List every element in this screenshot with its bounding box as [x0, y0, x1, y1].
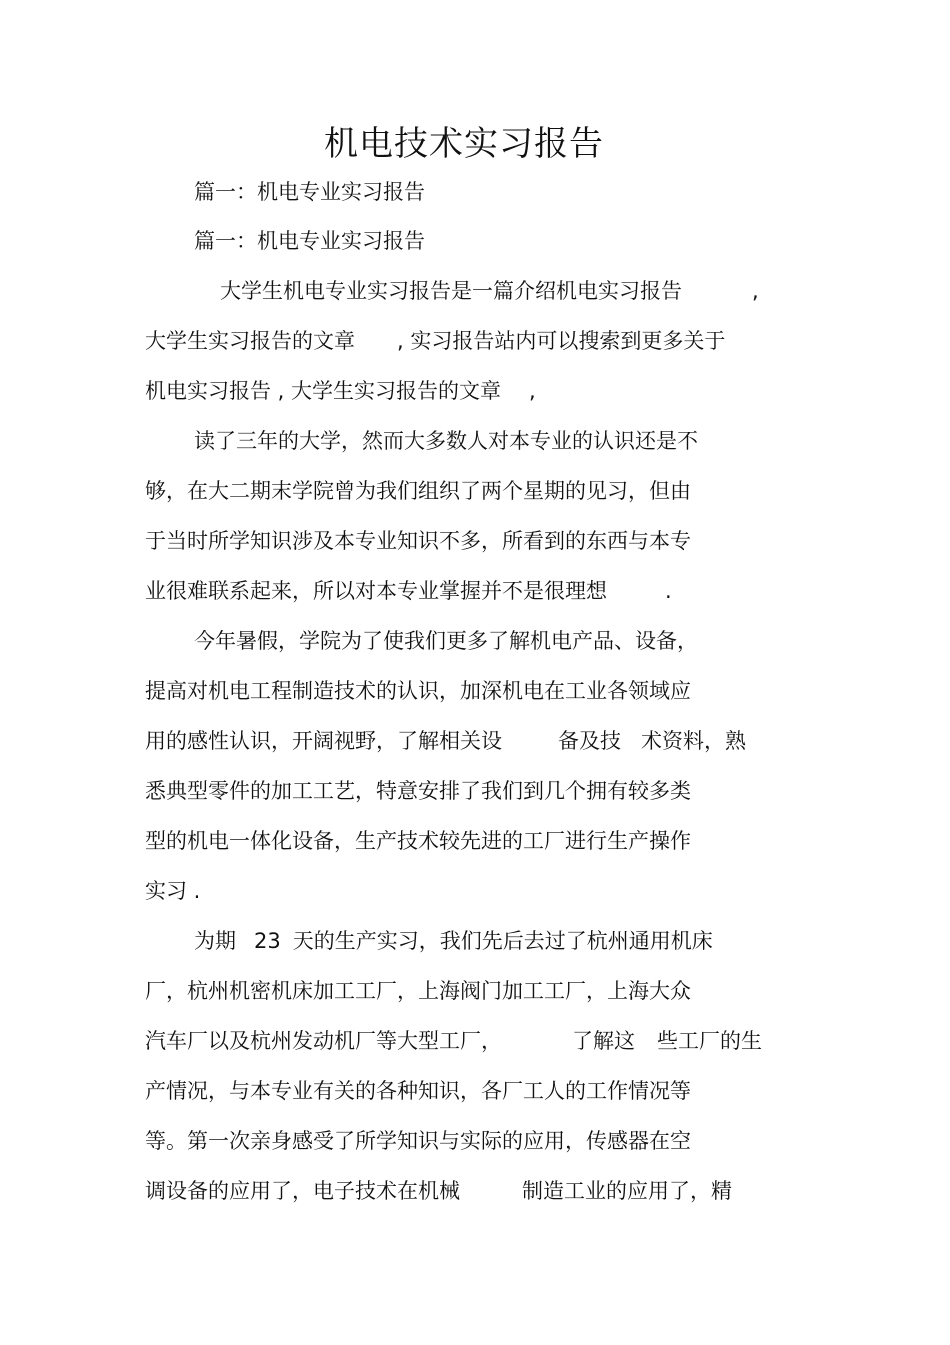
- text-segment: 悉典型零件的加工工艺，特意安排了我们到几个拥有较多类: [145, 779, 691, 803]
- text-segment: 够，在大二期末学院曾为我们组织了两个星期的见习，但由: [145, 479, 691, 503]
- text-segment: 制造工业的应用了，精: [522, 1179, 732, 1203]
- text-segment: 为期: [194, 929, 236, 953]
- paragraph-line: [145, 875, 200, 907]
- text-segment: 业很难联系起来，所以对本专业掌握并不是很理想: [145, 579, 607, 603]
- paragraph-line: [145, 325, 725, 357]
- text-segment: 于当时所学知识涉及本专业知识不多，所看到的东西与本专: [145, 529, 691, 553]
- text-segment: 机电实习报告 , 大学生实习报告的文章: [145, 379, 502, 403]
- text-segment: 调设备的应用了，电子技术在机械: [145, 1179, 460, 1203]
- paragraph-line: [145, 1025, 762, 1057]
- paragraph-line: [145, 1075, 691, 1107]
- text-segment: 天的生产实习，我们先后去过了杭州通用机床: [292, 929, 713, 953]
- paragraph-line: [145, 775, 691, 807]
- text-segment: 厂，杭州机密机床加工工厂，上海阀门加工工厂，上海大众: [145, 979, 691, 1003]
- text-segment: 汽车厂以及杭州发动机厂等大型工厂，: [145, 1029, 502, 1053]
- text-segment: 实习 .: [145, 879, 201, 903]
- paragraph-line: [145, 675, 691, 707]
- paragraph-line: [194, 625, 698, 657]
- text-segment: 些工厂的生: [657, 1029, 762, 1053]
- paragraph-line: [145, 975, 691, 1007]
- text-segment: .: [665, 579, 672, 603]
- paragraph-line: [194, 425, 698, 457]
- text-segment: 用的感性认识，开阔视野，了解相关设: [145, 729, 502, 753]
- paragraph-line: [145, 525, 691, 557]
- text-segment: 了解这: [572, 1029, 635, 1053]
- text-segment: 型的机电一体化设备，生产技术较先进的工厂进行生产操作: [145, 829, 691, 853]
- paragraph-line: [145, 375, 536, 407]
- text-segment: , 实习报告站内可以搜索到更多关于: [397, 329, 726, 353]
- text-segment: 大学生机电专业实习报告是一篇介绍机电实习报告: [220, 279, 682, 303]
- text-segment: 等。第一次亲身感受了所学知识与实际的应用，传感器在空: [145, 1129, 691, 1153]
- paragraph-line: [194, 925, 713, 957]
- text-segment: 读了三年的大学，然而大多数人对本专业的认识还是不: [194, 429, 698, 453]
- text-segment: 术资料，熟: [641, 729, 746, 753]
- paragraph-line: [145, 475, 691, 507]
- text-segment: ,: [529, 379, 536, 403]
- paragraph-line: [145, 725, 746, 757]
- document-title: 机电技术实习报告: [324, 124, 604, 164]
- paragraph-line: [220, 275, 759, 307]
- paragraph-line: [145, 1175, 732, 1207]
- text-segment: 23: [254, 929, 281, 953]
- subheading-2: 篇一：机电专业实习报告: [194, 229, 425, 253]
- paragraph-line: [145, 825, 691, 857]
- text-segment: 产情况，与本专业有关的各种知识，各厂工人的工作情况等: [145, 1079, 691, 1103]
- text-segment: 提高对机电工程制造技术的认识，加深机电在工业各领域应: [145, 679, 691, 703]
- paragraph-line: [145, 1125, 691, 1157]
- text-segment: 今年暑假，学院为了使我们更多了解机电产品、设备，: [194, 629, 698, 653]
- text-segment: 大学生实习报告的文章: [145, 329, 355, 353]
- text-segment: ,: [752, 279, 759, 303]
- subheading-1: 篇一：机电专业实习报告: [194, 180, 425, 204]
- text-segment: 备及技: [558, 729, 621, 753]
- paragraph-line: [145, 575, 672, 607]
